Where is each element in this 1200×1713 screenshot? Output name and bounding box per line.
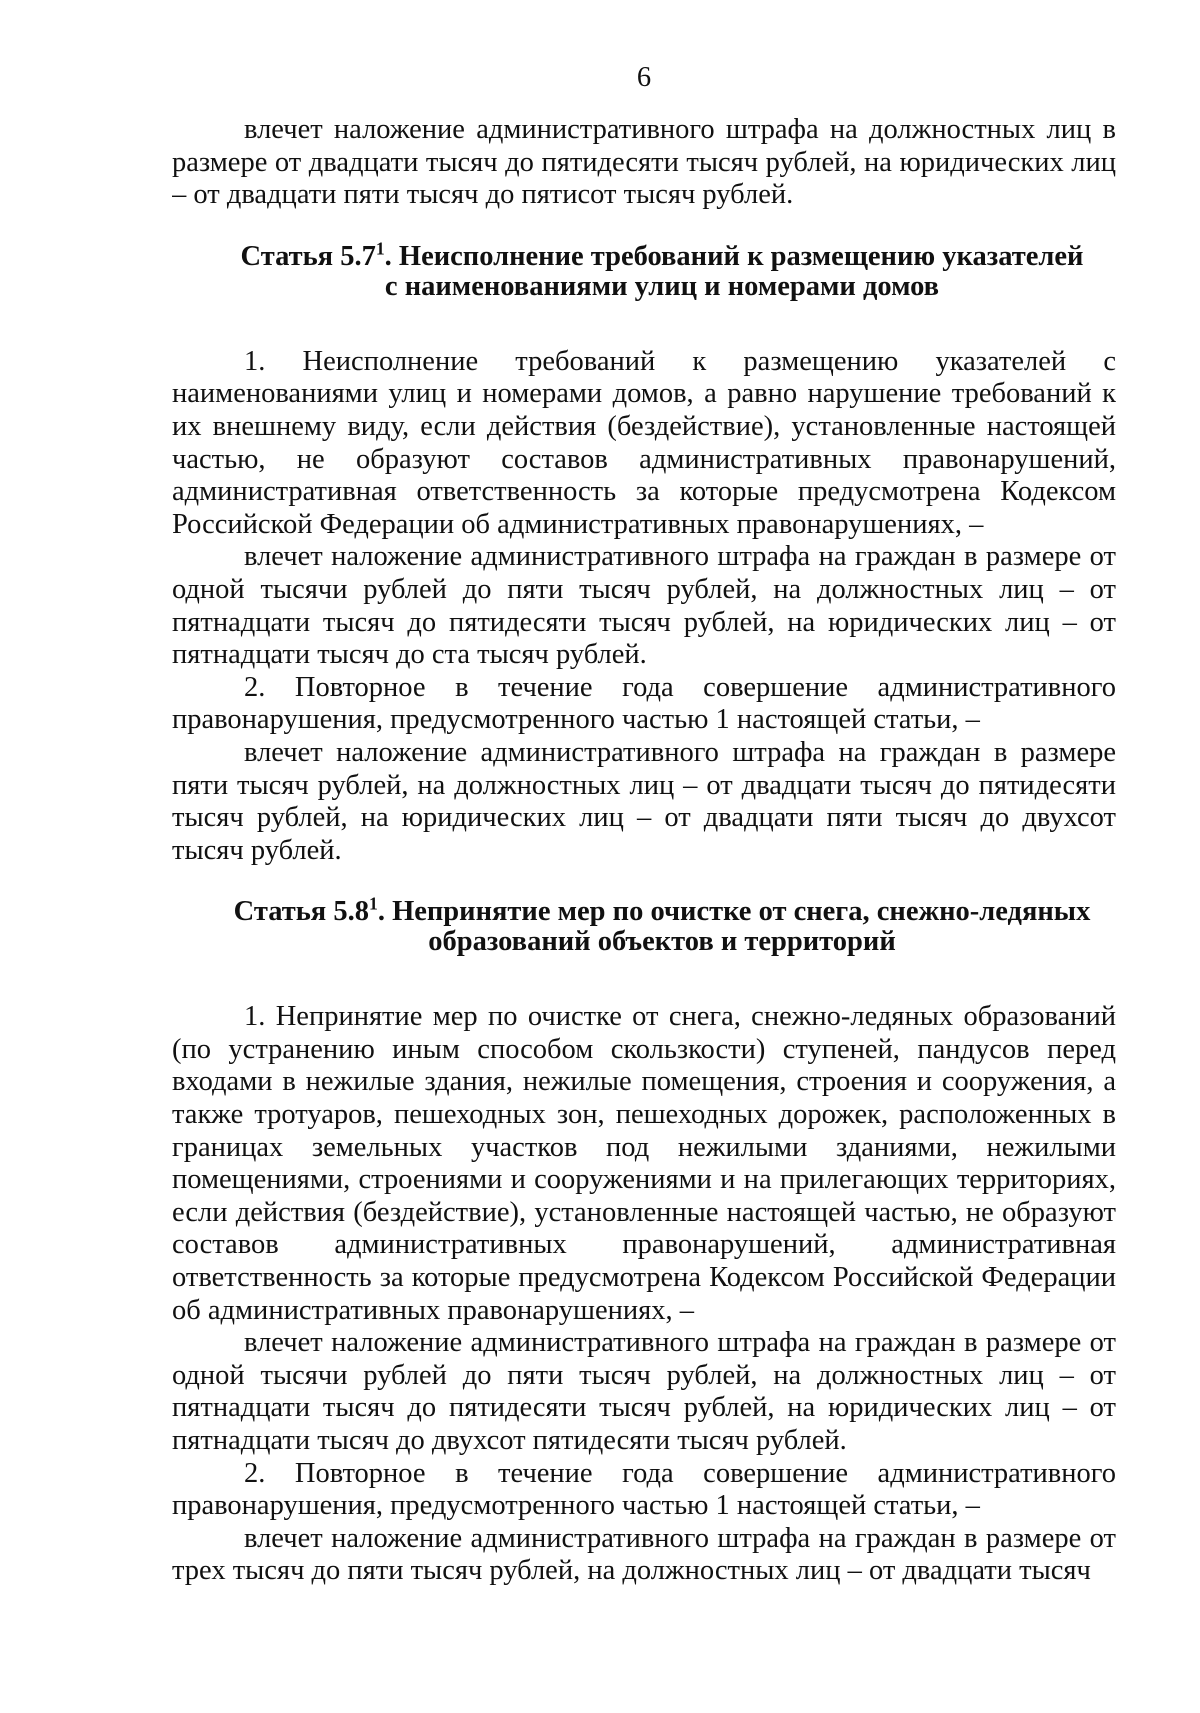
article-5-7-1-part-2-penalty: влечет наложение административного штрафа на граждан в размере пяти тысяч рублей, на должностных лиц – от двадцати тысяч до пятидесяти тысяч рублей, на юридических лиц – от двадцати пяти тысяч до двухсот тысяч рублей. <box>172 736 1116 866</box>
continuation-paragraph: влечет наложение административного штрафа на должностных лиц в размере от двадцати тысяч до пятидесяти тысяч рублей, на юридических лиц – от двадцати пяти тысяч до пятисот тысяч рублей. <box>172 114 1116 211</box>
article-title: . Непринятие мер по очистке от снега, снежно-ледяных <box>377 896 1091 928</box>
article-superscript: 1 <box>368 893 378 914</box>
article-5-8-1-heading-line2: образований объектов и территорий <box>428 926 896 958</box>
article-5-7-1-heading-line1 <box>208 238 1116 272</box>
article-5-8-1-part-2-penalty: влечет наложение административного штрафа на граждан в размере от трех тысяч до пяти тысяч рублей, на должностных лиц – от двадцати тысяч <box>172 1522 1116 1587</box>
article-5-8-1-heading-line1 <box>208 893 1116 928</box>
article-5-8-1-part-1-penalty: влечет наложение административного штрафа на граждан в размере от одной тысячи рублей до пяти тысяч рублей, на должностных лиц – от пятнадцати тысяч до пятидесяти тысяч рублей, на юридических лиц – от пятнадцати тысяч до двухсот пятидесяти тысяч рублей. <box>172 1327 1116 1456</box>
article-5-8-1-heading <box>172 893 1116 958</box>
article-5-7-1-heading-line2: с наименованиями улиц и номерами домов <box>384 270 940 302</box>
article-5-8-1-part-1: 1. Непринятие мер по очистке от снега, снежно-ледяных образований (по устранению иным способом скользкости) ступеней, пандусов перед входами в нежилые здания, нежилые помещения, строения и сооружения, а также тротуаров, пешеходных зон, пешеходных дорожек, расположенных в границах земельных участков под нежилыми зданиями, нежилыми помещениями, строениями и сооружениями и на прилегающих территориях, если действия (бездействие), установленные настоящей частью, не образуют составов административных правонарушений, административная ответственность за которые предусмотрена Кодексом Российской Федерации об административных правонарушениях, – <box>172 1001 1116 1326</box>
article-superscript: 1 <box>375 238 385 259</box>
article-5-7-1-part-1-penalty: влечет наложение административного штрафа на граждан в размере от одной тысячи рублей до пяти тысяч рублей, на должностных лиц – от пятнадцати тысяч до пятидесяти тысяч рублей, на юридических лиц – от пятнадцати тысяч до ста тысяч рублей. <box>172 541 1116 671</box>
article-5-7-1-part-2: 2. Повторное в течение года совершение административного правонарушения, предусмотренного частью 1 настоящей статьи, – <box>172 671 1116 736</box>
article-label: Статья 5.8 <box>233 896 369 928</box>
article-5-8-1-part-2: 2. Повторное в течение года совершение административного правонарушения, предусмотренного частью 1 настоящей статьи, – <box>172 1457 1116 1522</box>
document-page <box>172 62 1116 1682</box>
article-5-7-1-part-1: 1. Неисполнение требований к размещению указателей с наименованиями улиц и номерами домов, а равно нарушение требований к их внешнему виду, если действия (бездействие), установленные настоящей частью, не образуют составов административных правонарушений, административная ответственность за которые предусмотрена Кодексом Российской Федерации об административных правонарушениях, – <box>172 345 1116 540</box>
page-number: 6 <box>636 62 652 93</box>
article-title: . Неисполнение требований к размещению указателей <box>384 240 1084 272</box>
article-5-7-1-heading <box>172 238 1116 302</box>
article-label: Статья 5.7 <box>240 240 376 272</box>
